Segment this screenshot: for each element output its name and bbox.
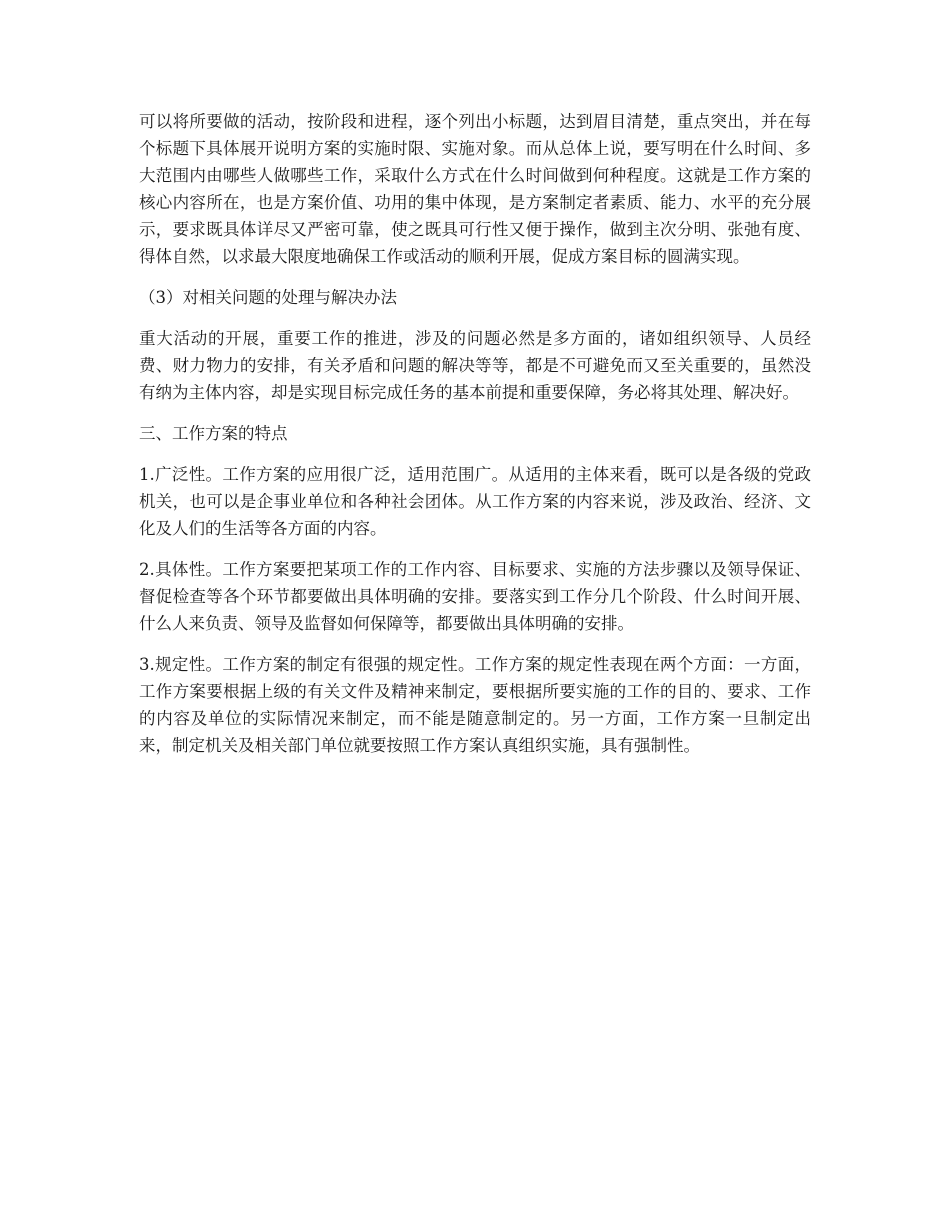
section-heading-features: 三、工作方案的特点 (139, 424, 288, 443)
document-page (139, 108, 811, 773)
paragraph-plan-content: 可以将所要做的活动，按阶段和进程，逐个列出小标题，达到眉目清楚，重点突出，并在每个标题下具体展开说明方案的实施时限、实施对象。而从总体上说，要写明在什么时间、多大范围内由哪些人做哪些工作，采取什么方式在什么时间做到何种程度。这就是工作方案的核心内容所在，也是方案价值、功用的集中体现，是方案制定者素质、能力、水平的充分展示，要求既具体详尽又严密可靠，使之既具可行性又便于操作，做到主次分明、张弛有度、得体自然，以求最大限度地确保工作或活动的顺利开展，促成方案目标的圆满实现。 (139, 112, 811, 266)
paragraph-feature-specificity: 2.具体性。工作方案要把某项工作的工作内容、目标要求、实施的方法步骤以及领导保证、督促检查等各个环节都要做出具体明确的安排。要落实到工作分几个阶段、什么时间开展、什么人来负责、领导及监督如何保障等，都要做出具体明确的安排。 (139, 560, 811, 633)
paragraph-feature-breadth: 1.广泛性。工作方案的应用很广泛，适用范围广。从适用的主体来看，既可以是各级的党政机关，也可以是企事业单位和各种社会团体。从工作方案的内容来说，涉及政治、经济、文化及人们的生活等各方面的内容。 (139, 465, 811, 538)
paragraph-related-issues: 重大活动的开展，重要工作的推进，涉及的问题必然是多方面的，诸如组织领导、人员经费、财力物力的安排，有关矛盾和问题的解决等等，都是不可避免而又至关重要的，虽然没有纳为主体内容，却是实现目标完成任务的基本前提和重要保障，务必将其处理、解决好。 (139, 329, 811, 402)
subheading-related-issues: （3）对相关问题的处理与解决办法 (139, 288, 397, 307)
paragraph-feature-regulation: 3.规定性。工作方案的制定有很强的规定性。工作方案的规定性表现在两个方面：一方面，工作方案要根据上级的有关文件及精神来制定，要根据所要实施的工作的目的、要求、工作的内容及单位的实际情况来制定，而不能是随意制定的。另一方面，工作方案一旦制定出来，制定机关及相关部门单位就要按照工作方案认真组织实施，具有强制性。 (139, 655, 811, 755)
